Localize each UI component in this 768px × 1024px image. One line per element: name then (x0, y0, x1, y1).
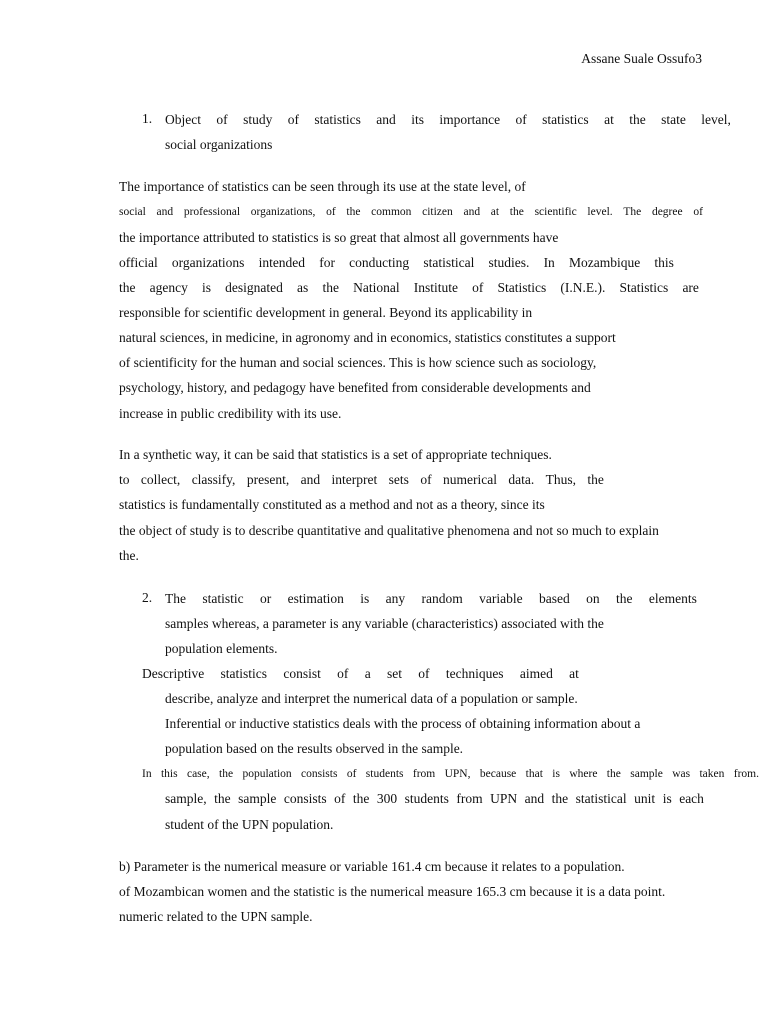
section-2-line: describe, analyze and interpret the numerical data of a population or sample. (165, 691, 578, 706)
word: a (364, 666, 371, 681)
word: elements (648, 591, 697, 606)
word: Institute (413, 280, 458, 295)
word: collect, (140, 472, 181, 487)
section-2-line: student of the UPN population. (165, 817, 334, 832)
word: Statistics (497, 280, 547, 295)
word: sample (630, 768, 663, 780)
word: and (156, 206, 174, 218)
word: from (412, 768, 436, 780)
word: aimed (519, 666, 553, 681)
paragraph-1-line: of scientificity for the human and social sciences. This is how science such as sociology, (119, 355, 597, 370)
word: techniques (445, 666, 504, 681)
word: Thus, (545, 472, 577, 487)
justified-line (119, 472, 604, 488)
word: because (479, 768, 517, 780)
word: of (693, 206, 703, 218)
word: variable (479, 591, 523, 606)
word: population (242, 768, 292, 780)
word: UPN (490, 791, 518, 806)
word: at (490, 206, 500, 218)
word: The (165, 591, 186, 606)
word: are (682, 280, 699, 295)
section-2-line (165, 591, 697, 607)
word: citizen (422, 206, 453, 218)
word: of (287, 112, 299, 127)
word: sample, (165, 791, 207, 806)
word: agency (149, 280, 188, 295)
section-2-line (142, 666, 579, 682)
word: present, (246, 472, 290, 487)
word: the (616, 591, 633, 606)
word: organizations (171, 255, 245, 270)
paragraph-1-line (119, 255, 674, 271)
word: statistics (314, 112, 361, 127)
justified-line (165, 591, 697, 607)
word: its (411, 112, 424, 127)
word: of (346, 768, 357, 780)
word: from. (733, 768, 759, 780)
word: state (661, 112, 686, 127)
justified-line (119, 204, 703, 220)
word: taken (699, 768, 725, 780)
word: was (672, 768, 691, 780)
word: classify, (191, 472, 236, 487)
paragraph-1-line: natural sciences, in medicine, in agronomy and in economics, statistics constitutes a support (119, 330, 616, 345)
word: any (385, 591, 406, 606)
author-header: Assane Suale Ossufo3 (581, 51, 702, 66)
section-2-line (165, 791, 704, 807)
word: statistical (423, 255, 475, 270)
word: Object (165, 112, 201, 127)
word: or (260, 591, 272, 606)
word: as (297, 280, 309, 295)
word: of (418, 666, 430, 681)
word: studies. (488, 255, 530, 270)
word: where (569, 768, 598, 780)
word: students (404, 791, 449, 806)
paragraph-2-line: In a synthetic way, it can be said that statistics is a set of appropriate techniques. (119, 447, 552, 462)
word: level. (587, 206, 613, 218)
justified-line (142, 666, 579, 682)
section-1-number: 1. (142, 111, 153, 126)
word: importance (439, 112, 501, 127)
word: unit (634, 791, 656, 806)
paragraph-1-line: The importance of statistics can be seen through its use at the state level, of (119, 179, 526, 194)
word: the (119, 280, 136, 295)
word: professional (183, 206, 241, 218)
section-2-line: population elements. (165, 641, 278, 656)
word: the (214, 791, 231, 806)
word: UPN, (444, 768, 471, 780)
word: sets (388, 472, 409, 487)
paragraph-1-line: responsible for scientific development in general. Beyond its applicability in (119, 305, 533, 320)
section-1-heading-line-2: social organizations (165, 137, 273, 152)
section-2-line (142, 766, 759, 782)
word: and (463, 206, 481, 218)
word: of (515, 112, 527, 127)
justified-line (165, 112, 731, 128)
word: the (587, 472, 604, 487)
word: Mozambique (568, 255, 641, 270)
word: statistics (542, 112, 589, 127)
word: random (421, 591, 463, 606)
word: of (334, 791, 346, 806)
word: from (456, 791, 483, 806)
paragraph-2-line (119, 472, 604, 488)
word: case, (186, 768, 210, 780)
word: degree (651, 206, 683, 218)
word: statistical (575, 791, 627, 806)
word: and (300, 472, 321, 487)
justified-line (165, 791, 704, 807)
word: students (365, 768, 404, 780)
justified-line (142, 766, 759, 782)
justified-line (119, 255, 674, 271)
word: based (539, 591, 570, 606)
word: organizations, (250, 206, 316, 218)
word: In (142, 768, 152, 780)
word: is (202, 280, 212, 295)
paragraph-2-line: the object of study is to describe quantitative and qualitative phenomena and not so much to explain (119, 523, 659, 538)
word: of (337, 666, 349, 681)
word: common (371, 206, 412, 218)
word: the (551, 791, 569, 806)
word: statistics (220, 666, 268, 681)
word: National (353, 280, 400, 295)
word: at (604, 112, 614, 127)
paragraph-b-line: b) Parameter is the numerical measure or variable 161.4 cm because it relates to a population. (119, 859, 625, 874)
word: that (525, 768, 543, 780)
word: estimation (287, 591, 344, 606)
word: the (606, 768, 621, 780)
section-2-number: 2. (142, 590, 153, 605)
word: the (629, 112, 646, 127)
word: Descriptive (142, 666, 205, 681)
word: is (662, 791, 672, 806)
word: Statistics (619, 280, 669, 295)
word: to (119, 472, 130, 487)
word: statistic (202, 591, 244, 606)
word: 300 (376, 791, 398, 806)
word: is (552, 768, 560, 780)
paragraph-2-line: statistics is fundamentally constituted as a method and not as a theory, since its (119, 497, 545, 512)
word: consists (301, 768, 338, 780)
justified-line (119, 280, 699, 296)
paragraph-1-line (119, 280, 699, 296)
word: for (319, 255, 335, 270)
word: scientific (534, 206, 577, 218)
word: conducting (349, 255, 410, 270)
paragraph-1-line (119, 204, 703, 220)
word: numerical (442, 472, 497, 487)
word: the (346, 206, 361, 218)
word: this (160, 768, 178, 780)
word: of (420, 472, 432, 487)
word: of (326, 206, 336, 218)
section-2-line: population based on the results observed in the sample. (165, 741, 464, 756)
word: of (216, 112, 228, 127)
word: official (119, 255, 158, 270)
word: In (543, 255, 555, 270)
word: on (586, 591, 600, 606)
word: data. (508, 472, 535, 487)
word: is (360, 591, 370, 606)
paragraph-1-line: psychology, history, and pedagogy have benefited from considerable developments and (119, 380, 591, 395)
section-2-line: Inferential or inductive statistics deals with the process of obtaining information about a (165, 716, 641, 731)
word: the (219, 768, 234, 780)
word: of (472, 280, 484, 295)
word: the (352, 791, 370, 806)
paragraph-1-line: increase in public credibility with its use. (119, 406, 342, 421)
word: consists (283, 791, 327, 806)
paragraph-2-line: the. (119, 548, 139, 563)
paragraph-b-line: of Mozambican women and the statistic is the numerical measure 165.3 cm because it is a data point. (119, 884, 666, 899)
word: each (679, 791, 704, 806)
word: and (524, 791, 545, 806)
paragraph-1-line: the importance attributed to statistics is so great that almost all governments have (119, 230, 559, 245)
section-2-line: samples whereas, a parameter is any variable (characteristics) associated with the (165, 616, 604, 631)
word: consist (283, 666, 321, 681)
word: the (509, 206, 524, 218)
section-1-heading-line-1 (165, 112, 731, 128)
word: intended (258, 255, 306, 270)
word: social (119, 206, 146, 218)
word: set (386, 666, 402, 681)
word: sample (238, 791, 277, 806)
word: study (243, 112, 273, 127)
word: the (322, 280, 339, 295)
word: The (623, 206, 642, 218)
word: this (654, 255, 674, 270)
word: at (569, 666, 579, 681)
word: (I.N.E.). (560, 280, 606, 295)
word: designated (225, 280, 283, 295)
paragraph-b-line: numeric related to the UPN sample. (119, 909, 313, 924)
word: and (376, 112, 396, 127)
word: interpret (331, 472, 378, 487)
word: level, (701, 112, 731, 127)
